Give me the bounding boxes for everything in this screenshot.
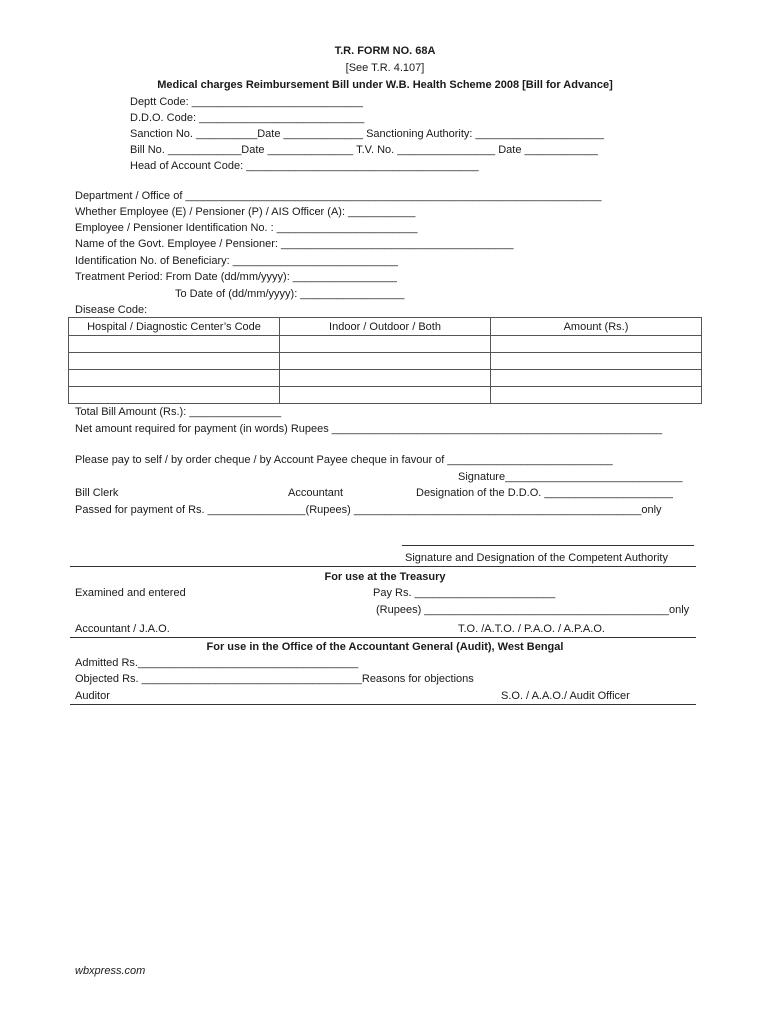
treatment-from-field[interactable]: Treatment Period: From Date (dd/mm/yyyy): _________________ <box>75 271 397 283</box>
accountant-jao-label: Accountant / J.A.O. <box>75 623 170 635</box>
table-cell[interactable] <box>280 336 491 353</box>
table-cell[interactable] <box>491 336 702 353</box>
table-header-row <box>69 318 702 336</box>
rule-reference: [See T.R. 4.107] <box>345 62 425 74</box>
competent-authority-signature-line <box>402 545 694 546</box>
sanction-field[interactable]: Sanction No. __________Date _____________ Sanctioning Authority: _____________________ <box>130 128 605 140</box>
employee-name-field[interactable]: Name of the Govt. Employee / Pensioner: ______________________________________ <box>75 238 514 250</box>
competent-authority-label: Signature and Designation of the Competent Authority <box>405 552 668 564</box>
section-divider <box>70 637 696 638</box>
net-amount-field[interactable]: Net amount required for payment (in words) Rupees ______________________________________________________ <box>75 423 663 435</box>
table-cell[interactable] <box>69 387 280 404</box>
treasury-officer-label: T.O. /A.T.O. / P.A.O. / A.P.A.O. <box>458 623 605 635</box>
table-cell[interactable] <box>491 387 702 404</box>
col-indoor-outdoor: Indoor / Outdoor / Both <box>280 318 491 336</box>
ddo-designation-field[interactable]: Designation of the D.D.O. _____________________ <box>416 487 673 499</box>
examined-entered-label: Examined and entered <box>75 587 186 599</box>
ddo-code-field[interactable]: D.D.O. Code: ___________________________ <box>130 112 365 124</box>
head-of-account-field[interactable]: Head of Account Code: ______________________________________ <box>130 160 479 172</box>
employee-id-field[interactable]: Employee / Pensioner Identification No. : _______________________ <box>75 222 418 234</box>
table-cell[interactable] <box>69 336 280 353</box>
table-row <box>69 353 702 370</box>
beneficiary-id-field[interactable]: Identification No. of Beneficiary: ___________________________ <box>75 255 398 267</box>
deptt-code-field[interactable]: Deptt Code: ____________________________ <box>130 96 364 108</box>
disease-code-label: Disease Code: <box>75 304 148 316</box>
employee-type-field[interactable]: Whether Employee (E) / Pensioner (P) / AIS Officer (A): ___________ <box>75 206 416 218</box>
table-row <box>69 370 702 387</box>
pay-to-field[interactable]: Please pay to self / by order cheque / by Account Payee cheque in favour of ___________________________ <box>75 454 613 466</box>
table-cell[interactable] <box>280 353 491 370</box>
table-cell[interactable] <box>491 353 702 370</box>
table-cell[interactable] <box>69 370 280 387</box>
section-divider <box>70 704 696 705</box>
treasury-rupees-field[interactable]: (Rupees) ________________________________________only <box>376 604 690 616</box>
section-divider <box>70 566 696 567</box>
hospital-table <box>68 317 702 404</box>
form-title: Medical charges Reimbursement Bill under W.B. Health Scheme 2008 [Bill for Advance] <box>157 79 613 91</box>
ag-heading: For use in the Office of the Accountant General (Audit), West Bengal <box>206 641 564 653</box>
table-cell[interactable] <box>491 370 702 387</box>
treasury-heading: For use at the Treasury <box>324 571 446 583</box>
table-cell[interactable] <box>69 353 280 370</box>
admitted-rs-field[interactable]: Admitted Rs.____________________________________ <box>75 657 359 669</box>
footer-site: wbxpress.com <box>75 965 146 977</box>
bill-no-field[interactable]: Bill No. ____________Date ______________ T.V. No. ________________ Date ____________ <box>130 144 598 156</box>
col-amount: Amount (Rs.) <box>491 318 702 336</box>
signature-field[interactable]: Signature_____________________________ <box>458 471 683 483</box>
audit-officer-label: S.O. / A.A.O./ Audit Officer <box>501 690 630 702</box>
bill-clerk-label: Bill Clerk <box>75 487 119 499</box>
form-number: T.R. FORM NO. 68A <box>334 45 436 57</box>
department-field[interactable]: Department / Office of ____________________________________________________________________ <box>75 190 602 202</box>
table-cell[interactable] <box>280 370 491 387</box>
objected-rs-field[interactable]: Objected Rs. ____________________________________Reasons for objections <box>75 673 474 685</box>
table-row <box>69 336 702 353</box>
table-cell[interactable] <box>280 387 491 404</box>
treasury-pay-rs-field[interactable]: Pay Rs. _______________________ <box>373 587 556 599</box>
passed-for-payment-field[interactable]: Passed for payment of Rs. ________________(Rupees) _______________________________________________only <box>75 504 662 516</box>
accountant-label: Accountant <box>288 487 344 499</box>
table-row <box>69 387 702 404</box>
treatment-to-field[interactable]: To Date of (dd/mm/yyyy): _________________ <box>175 288 405 300</box>
auditor-label: Auditor <box>75 690 110 702</box>
total-bill-field[interactable]: Total Bill Amount (Rs.): _______________ <box>75 406 282 418</box>
col-hospital-code: Hospital / Diagnostic Center’s Code <box>69 318 280 336</box>
